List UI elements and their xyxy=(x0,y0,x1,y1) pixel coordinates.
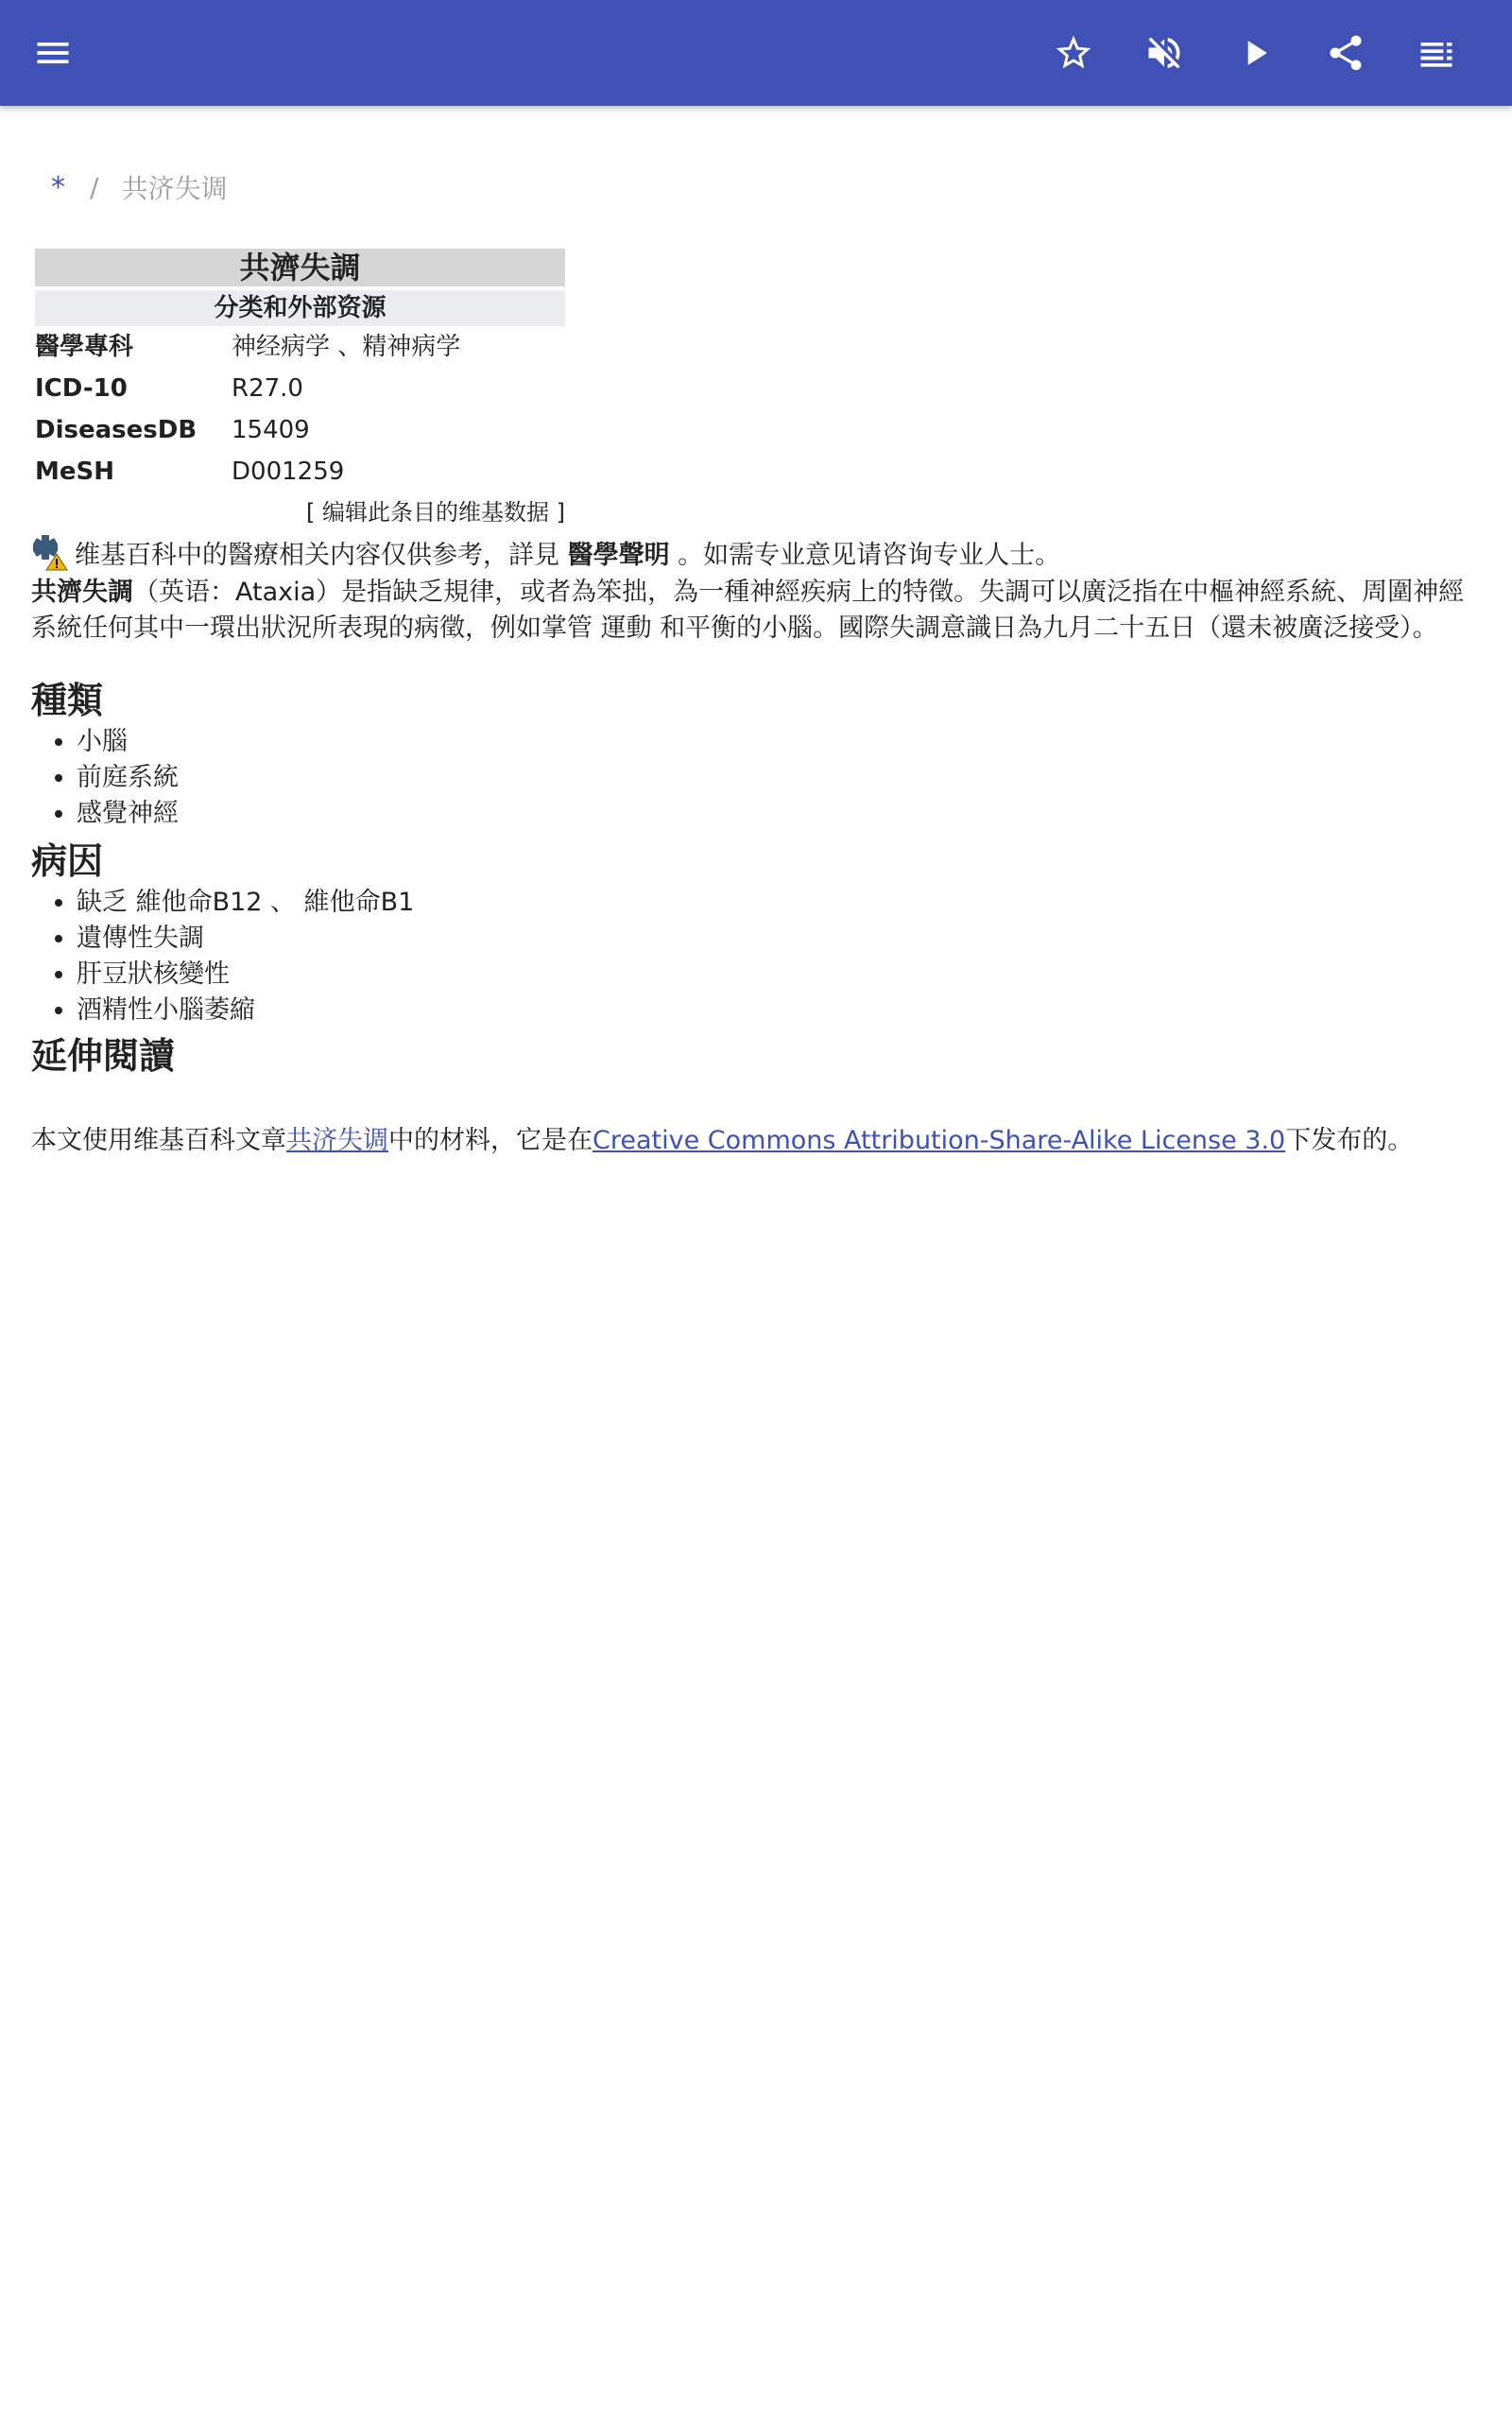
infobox-row xyxy=(35,368,565,409)
list-item[interactable]: • 感覺神經 xyxy=(77,796,1482,832)
medical-disclaimer xyxy=(31,537,1482,575)
infobox-subtitle: 分类和外部资源 xyxy=(35,290,565,326)
license-link[interactable]: Creative Commons Attribution-Share-Alike License 3.0 xyxy=(593,1126,1286,1155)
section-heading-further-reading: 延伸閱讀 xyxy=(31,1035,176,1077)
section-heading-types: 種類 xyxy=(31,680,104,721)
list-item[interactable]: • 酒精性小腦萎縮 xyxy=(77,993,1482,1028)
list-item[interactable]: • 小腦 xyxy=(77,724,1482,760)
source-article-link[interactable]: 共济失调 xyxy=(286,1126,388,1155)
disclaimer-text: 维基百科中的醫療相关内容仅供参考，詳見 xyxy=(75,541,568,570)
article-content xyxy=(31,537,1482,1159)
app-bar xyxy=(0,0,1512,106)
footer-text: 下发布的。 xyxy=(1285,1126,1414,1155)
breadcrumb-current: 共济失调 xyxy=(121,173,228,204)
infobox-edit-link[interactable]: [ 编辑此条目的维基数据 ] xyxy=(306,499,565,526)
infobox-row xyxy=(35,326,565,368)
infobox-key: DiseasesDB xyxy=(35,416,198,444)
infobox-key: 醫學專科 xyxy=(35,333,134,361)
infobox-value[interactable]: R27.0 xyxy=(232,374,303,403)
lead-text: （英语：Ataxia）是指缺乏規律，或者為笨拙，為一種神經疾病上的特徵。失調可以廣泛指在中樞神經系統、周圍神經系統任何其中一環出狀況所表現的病徵，例如掌管 運動 和平衡的小腦。國際失調意識日為九月二十五日（還未被廣泛接受）。 xyxy=(31,578,1465,643)
breadcrumb xyxy=(51,168,227,206)
list-item[interactable]: • 肝豆狀核變性 xyxy=(77,957,1482,993)
menu-icon[interactable] xyxy=(26,26,79,79)
play-icon[interactable] xyxy=(1228,26,1281,79)
list-item[interactable]: • 遺傳性失調 xyxy=(77,921,1482,957)
license-footer xyxy=(31,1123,1482,1159)
list-item[interactable]: • 缺乏 維他命B12 、 維他命B1 xyxy=(77,885,1482,921)
disclaimer-text: 。如需专业意见请咨询专业人士。 xyxy=(669,541,1061,570)
infobox-key: MeSH xyxy=(35,458,114,486)
section-heading-causes: 病因 xyxy=(31,840,104,882)
lead-paragraph xyxy=(31,575,1482,647)
lead-term: 共濟失調 xyxy=(31,578,133,607)
breadcrumb-separator: / xyxy=(90,171,99,203)
footer-text: 本文使用维基百科文章 xyxy=(31,1126,286,1155)
causes-list xyxy=(31,885,1482,1028)
infobox-value[interactable]: 15409 xyxy=(232,416,310,444)
infobox-row xyxy=(35,409,565,451)
types-list xyxy=(31,724,1482,832)
infobox-key: ICD-10 xyxy=(35,374,128,403)
footer-text: 中的材料，它是在 xyxy=(388,1126,593,1155)
breadcrumb-home[interactable]: * xyxy=(51,170,65,204)
medical-warning-icon xyxy=(31,533,69,571)
volume-off-icon[interactable] xyxy=(1138,26,1191,79)
infobox-value[interactable]: D001259 xyxy=(232,458,345,486)
medical-disclaimer-link[interactable]: 醫學聲明 xyxy=(567,541,670,570)
infobox-title: 共濟失調 xyxy=(35,249,565,286)
share-icon[interactable] xyxy=(1319,26,1372,79)
infobox-value[interactable]: 神经病学 、精神病学 xyxy=(232,333,461,361)
playlist-icon[interactable] xyxy=(1410,26,1463,79)
infobox xyxy=(35,249,565,532)
infobox-row xyxy=(35,451,565,493)
list-item[interactable]: • 前庭系統 xyxy=(77,760,1482,796)
star-outline-icon[interactable] xyxy=(1047,26,1100,79)
